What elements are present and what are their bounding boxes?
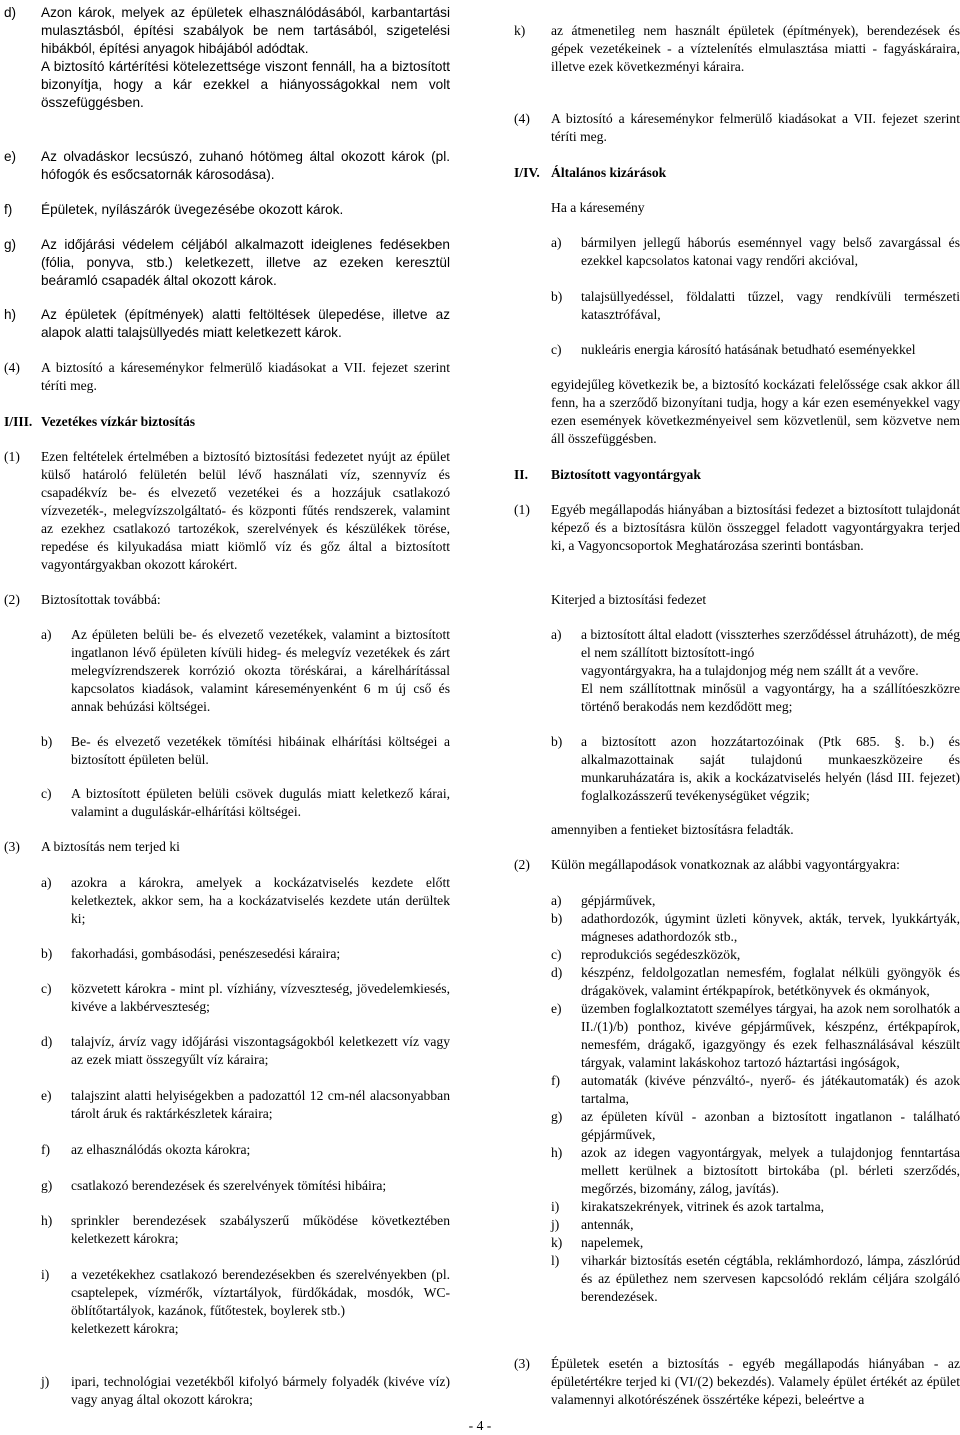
item-text: gépjárművek, [581,893,656,908]
paragraph-text: Egyéb megállapodás hiányában a biztosítási fedezet a biztosított tulajdonát képező és a biztosításra külön összeggel feladott vagyontárgyakra terjed ki, a Vagyoncsoportok Meghatározása szerinti bontásban. [551,502,960,553]
item-text: az épületen kívül - azonban a biztosított ingatlanon - található gépjárművek, [581,1109,960,1142]
item-f [4,201,450,219]
paragraph-text: Ezen feltételek értelmében a biztosító biztosítási fedezetet nyújt az épület külső határoló felületén belül lévő használati víz, szennyvíz és csapadékvíz be- és elvezető vezetékei és a hozzájuk csatlakozó vízvezeték-, melegvízszolgáltató- és központi fűtés rendszerek, valamint az ezekhez csatlakozó tartozékok, szerelvények és készülékek törése, repedése és kilyukadása miatt kiömlő víz és gőz által a biztosított vagyontárgyakban okozott károkért. [41,449,450,572]
item-label: g) [41,1178,53,1193]
item-label: c) [551,342,562,357]
paragraph-text: A biztosító a káreseménykor felmerülő kiadásokat a VII. fejezet szerint téríti meg. [41,360,450,393]
item-text: napelemek, [581,1235,644,1250]
item-3f [41,1141,450,1159]
paragraph-3-right [514,1355,960,1409]
paragraph-2 [4,591,450,609]
item-text: Épületek, nyílászárók üvegezésébe okozott károk. [41,202,344,217]
item-label: i) [41,1267,50,1282]
item-label: a) [41,875,52,890]
item-label: h) [4,307,17,322]
section-number: I/III. [4,414,33,429]
item-label: b) [41,734,53,749]
item-label: a) [551,627,562,642]
item-3b [41,945,450,963]
item-label: l) [551,1253,560,1268]
paragraph-1-right [514,501,960,555]
item-label: b) [551,734,563,749]
exclusion-a [551,234,960,270]
item-text: üzemben foglalkoztatott személyes tárgyai, ha azok nem sorolhatók a II./(1)/b) ponthoz, kivéve gépjárművek, készpénz, értékpapírok, nemesfém, drágakő, igazgyöngy és ezek felhasználásával készült tárgyak, valamint lakáskohoz tartozó háztartási ingóságok, [581,1001,960,1070]
item-text: azok az idegen vagyontárgyak, melyek a tulajdonjog fenntartása mellett kerülnek a biztosított birtokába (pl. bérleti szerződés, megőrzés, bizomány, zálog, javítás). [581,1145,960,1196]
paragraph-label: (4) [514,111,530,126]
paragraph-1 [4,448,450,574]
paragraph-label: (1) [514,502,530,517]
item-text: a vezetékekhez csatlakozó berendezésekben és szerelvényekben (pl. csaptelepek, vízmérők, víztartályok, fürdőkádak, mosdók, WC-öblítőtartályok, kazánok, fűtőtestek, boylerek stb.) [71,1267,450,1318]
item-label: c) [551,947,562,962]
item-label: j) [41,1374,50,1389]
item-label: a) [551,235,562,250]
item-text: az átmenetileg nem használt épületek (építmények), berendezések és gépek vezetékeinek - a víztelenítés elmulasztása miatti - fagyáskáraira, illetve ezek következményi káraira. [551,23,960,74]
item-label: j) [551,1217,560,1232]
item-text: közvetett károkra - mint pl. vízhiány, vízveszteség, jövedelemkiesés, kivéve a lakbérveszteség; [71,981,450,1014]
paragraph-text: Külön megállapodások vonatkoznak az alábbi vagyontárgyakra: [551,857,900,872]
item-text: reprodukciós segédeszközök, [581,947,741,962]
item-text: bármilyen jellegű háborús eseménnyel vagy belső zavargással és ezekkel kapcsolatos katonai vagy rendőri akcióval, [581,235,960,268]
section-number: II. [514,467,528,482]
item-h [4,306,450,342]
item-3a [41,874,450,928]
paragraph-text: Épületek esetén a biztosítás - egyéb megállapodás hiányában - az épületértékre terjed ki (VI/(2) bekezdés). Valamely épület értékét az épület valamennyi alkotórészének összértéke képezi, beleértve a [551,1356,960,1407]
paragraph-text: A biztosító a káreseménykor felmerülő kiadásokat a VII. fejezet szerint téríti meg. [551,111,960,144]
list-item [551,1144,960,1198]
item-text: készpénz, feldolgozatlan nemesfém, foglalat nélküli gyöngyök és drágakövek, valamint értékpapírok, betétkönyvek és okmányok, [581,965,960,998]
item-label: c) [41,981,52,996]
list-item [551,946,960,964]
item-text: az elhasználódás okozta károkra; [71,1142,251,1157]
kiterjed-b [551,733,960,805]
item-text: antennák, [581,1217,634,1232]
paragraph-2-right [514,856,960,874]
item-2a [41,626,450,716]
section-heading-2 [514,466,960,484]
item-text: kirakatszekrények, vitrinek és azok tartalma, [581,1199,825,1214]
list-item [551,910,960,946]
section-title: Vezetékes vízkár biztosítás [41,414,196,429]
item-3e [41,1087,450,1123]
item-k [514,22,960,76]
item-2c [41,785,450,821]
list-item [551,892,960,910]
item-label: g) [551,1109,563,1124]
list-item [551,1198,960,1216]
item-text: vagyontárgyakra, ha a tulajdonjog még nem szállt át a vevőre. [581,663,919,678]
item-text: talajsüllyedéssel, földalatti tűzzel, vagy rendkívüli természeti katasztrófával, [581,289,960,322]
item-label: d) [4,5,17,20]
intro-text: Ha a káresemény [551,200,645,215]
item-label: d) [41,1034,53,1049]
section-heading [514,164,960,182]
item-3h [41,1212,450,1248]
item-d [4,4,450,112]
special-items-list [551,892,960,1306]
item-text: a biztosított által eladott (visszterhes szerződéssel átruházott), de még el nem szállított biztosított-ingó [581,627,960,660]
item-label: g) [4,237,17,252]
item-text: csatlakozó berendezések és szerelvények tömítési hibáira; [71,1178,387,1193]
kiterjed-heading: Kiterjed a biztosítási fedezet [551,592,707,607]
section-title: Biztosított vagyontárgyak [551,467,701,482]
list-item [551,1108,960,1144]
item-text: nukleáris energia károsító hatásának betudható eseményekkel [581,342,916,357]
item-label: b) [41,946,53,961]
item-text: adathordozók, úgymint üzleti könyvek, akták, tervek, lyukkártyák, mágneses adathordozók stb., [581,911,960,944]
exclusion-b [551,288,960,324]
item-label: d) [551,965,563,980]
exclusion-c [551,341,960,359]
paragraph-label: (2) [4,592,20,607]
item-text: sprinkler berendezések szabályszerű működése következtében keletkezett károkra; [71,1213,450,1246]
item-3j [41,1373,450,1409]
item-label: e) [4,149,17,164]
item-3i [41,1266,450,1338]
item-2b [41,733,450,769]
section-heading [4,413,450,431]
item-label: i) [551,1199,560,1214]
item-label: f) [551,1073,561,1088]
paragraph-4 [4,359,450,395]
item-label: h) [41,1213,53,1228]
page-number: - 4 - [468,1418,492,1433]
item-text: fakorhadási, gombásodási, penészesedési káraira; [71,946,341,961]
paragraph-4-right [514,110,960,146]
item-label: a) [41,627,52,642]
item-text: talajvíz, árvíz vagy időjárási viszontagságokból keletkezett víz vagy az ezek miatt összegyűlt víz káraira; [71,1034,450,1067]
item-label: b) [551,289,563,304]
list-item [551,1252,960,1306]
list-item [551,1072,960,1108]
after-exclusions-text [551,376,960,448]
item-label: c) [41,786,52,801]
amennyiben-text: amennyiben a fentieket biztosításra feladták. [551,822,794,837]
item-text: A biztosított épületen belüli csövek dugulás miatt keletkező kárai, valamint a duguláskár-elhárítási költségei. [71,786,450,819]
list-item [551,1000,960,1072]
item-3d [41,1033,450,1069]
paragraph-text: A biztosítás nem terjed ki [41,839,180,854]
item-label: a) [551,893,562,908]
item-3g [41,1177,450,1195]
item-text: El nem szállítottnak minősül a vagyontárgy, ha a szállítóeszközre történő berakodás nem kezdődött meg; [581,681,960,714]
kiterjed-a [551,626,960,716]
paragraph-label: (1) [4,449,20,464]
item-label: k) [551,1235,563,1250]
item-e [4,148,450,184]
list-item [551,1234,960,1252]
list-item [551,1216,960,1234]
item-text: viharkár biztosítás esetén cégtábla, reklámhordozó, lámpa, zászlórúd és az épülethez nem szervesen kapcsolódó reklám céljára szolgáló berendezések. [581,1253,960,1304]
item-text: azokra a károkra, amelyek a kockázatviselés kezdete előtt keletkeztek, akkor sem, ha a kockázatviselés kezdete után derültek ki; [71,875,450,926]
item-text: automaták (kivéve pénzváltó-, nyerő- és játékautomaták) és azok tartalma, [581,1073,960,1106]
item-text: talajszint alatti helyiségekben a padozattól 12 cm-nél alacsonyabban tárolt áruk és raktárkészletek káraira; [71,1088,450,1121]
item-label: e) [41,1088,52,1103]
item-text: keletkezett károkra; [71,1321,179,1336]
item-text: Az olvadáskor lecsúszó, zuhanó hótömeg által okozott károk (pl. hófogók és esőcsatornák károsodása). [41,149,450,182]
item-3c [41,980,450,1016]
item-label: f) [4,202,13,217]
item-text: Be- és elvezető vezetékek tömítési hibáinak elhárítási költségei a biztosított épületen belül. [71,734,450,767]
item-g [4,236,450,290]
item-text: Az épületen belüli be- és elvezető vezetékek, valamint a biztosított ingatlanon lévő épületen kívüli hideg- és melegvíz vezetékek és zárt melegvízrendszerek korrózió okozta töréskárai, a kárelhárítással kapcsolatos kiadások, valamint káreseményenként 6 m új cső és annak behúzási költségei. [71,627,450,714]
item-text: A biztosító kártérítési kötelezettsége viszont fennáll, ha a biztosított bizonyítja, hogy a kár ezekkel a hiányosságokkal nem volt összefüggésben. [41,59,450,110]
paragraph-label: (3) [4,839,20,854]
paragraph-3 [4,838,450,856]
item-text: Azon károk, melyek az épületek elhasználódásából, karbantartási mulasztásból, építési szabályok be nem tartásából, szigetelési hibákból, építési anyagok hibájából adódtak. [41,5,450,56]
list-item [551,964,960,1000]
section-title: Általános kizárások [551,165,667,180]
item-text: ipari, technológiai vezetékből kifolyó bármely folyadék (kivéve víz) vagy anyag által okozott károkra; [71,1374,450,1407]
item-label: f) [41,1142,51,1157]
section-number: I/IV. [514,165,540,180]
paragraph-label: (4) [4,360,20,375]
item-label: h) [551,1145,563,1160]
item-text: Az épületek (építmények) alatti feltöltések ülepedése, illetve az alapok alatti talajsüllyedés miatt keletkezett károk. [41,307,450,340]
paragraph-text: egyidejűleg következik be, a biztosító kockázati felelőssége csak akkor áll fenn, ha a szerződő bizonyítani tudja, hogy a kár ezen eseményekkel vagy ezen események következményeivel sem közvetlenül, sem közvetve nem áll összefüggésben. [551,377,960,446]
item-text: a biztosított azon hozzátartozóinak (Ptk 685. §. b.) és alkalmazottainak saját tulajdonú munkaeszközeire és munkaruházatára is, akik a kockázatviselés helyén (lásd III. fejezet) foglalkozásszerű tevékenységüket végzik; [581,734,960,803]
paragraph-label: (2) [514,857,530,872]
item-label: e) [551,1001,562,1016]
item-label: b) [551,911,563,926]
paragraph-label: (3) [514,1356,530,1371]
item-label: k) [514,23,526,38]
item-text: Az időjárási védelem céljából alkalmazott ideiglenes fedésekben (fólia, ponyva, stb.) keletkezett, illetve az ezeken keresztül beáramló csapadék által okozott károk. [41,237,450,288]
paragraph-text: Biztosítottak továbbá: [41,592,161,607]
